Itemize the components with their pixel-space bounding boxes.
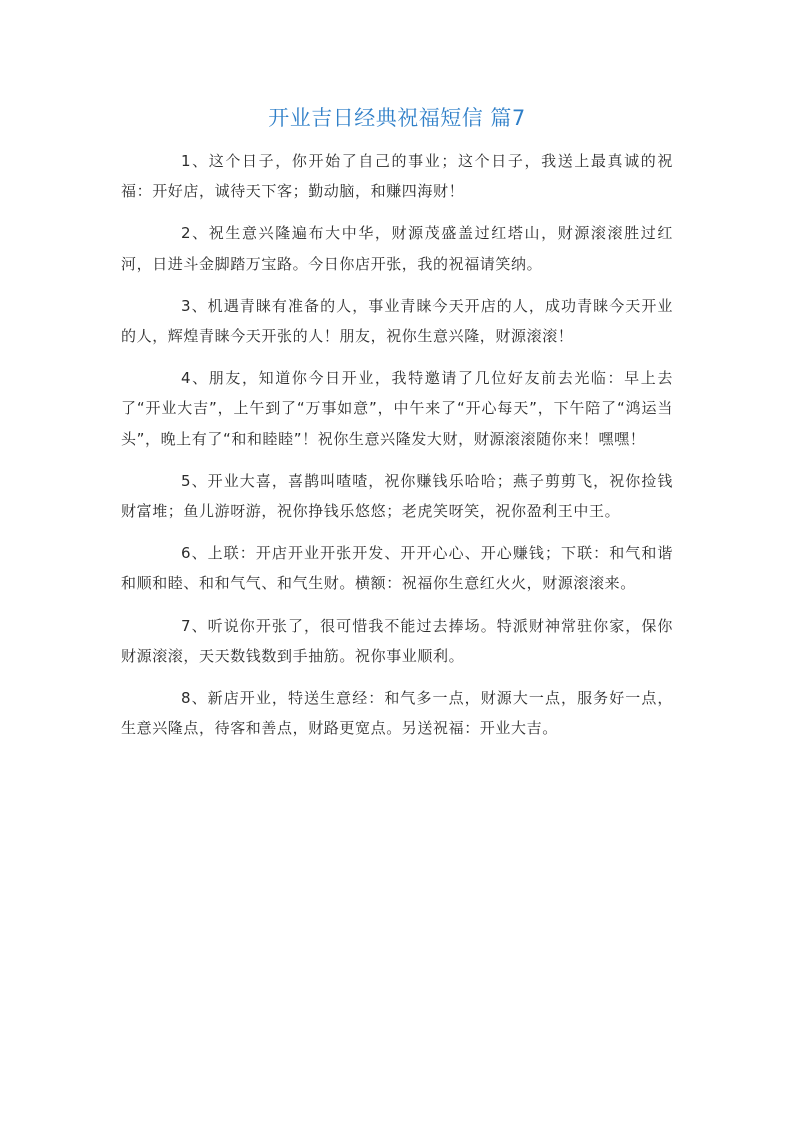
- paragraph-7: 7、听说你开张了，很可惜我不能过去捧场。特派财神常驻你家，保你财源滚滚，天天数钱数到手抽筋。祝你事业顺利。: [121, 616, 673, 665]
- document-body: [121, 146, 673, 755]
- paragraph-1: 1、这个日子，你开始了自己的事业；这个日子，我送上最真诚的祝福：开好店，诚待天下客；勤动脑，和赚四海财！: [121, 152, 673, 201]
- paragraph-4: 4、朋友，知道你今日开业，我特邀请了几位好友前去光临：早上去了“开业大吉”，上午到了“万事如意”，中午来了“开心每天”，下午陪了“鸿运当头”，晚上有了“和和睦睦”！祝你生意兴隆发大财，财源滚滚随你来！嘿嘿！: [121, 369, 673, 448]
- paragraph-2: 2、祝生意兴隆遍布大中华，财源茂盛盖过红塔山，财源滚滚胜过红河，日进斗金脚踏万宝路。今日你店开张，我的祝福请笑纳。: [121, 224, 673, 273]
- paragraph-3: 3、机遇青睐有准备的人，事业青睐今天开店的人，成功青睐今天开业的人，辉煌青睐今天开张的人！朋友，祝你生意兴隆，财源滚滚！: [121, 296, 673, 346]
- document-title: 开业吉日经典祝福短信 篇7: [268, 106, 526, 130]
- paragraph-6: 6、上联：开店开业开张开发、开开心心、开心赚钱；下联：和气和谐和顺和睦、和和气气、和气生财。横额：祝福你生意红火火，财源滚滚来。: [121, 544, 673, 593]
- paragraph-5: 5、开业大喜，喜鹊叫喳喳，祝你赚钱乐哈哈；燕子剪剪飞，祝你捡钱财富堆；鱼儿游呀游，祝你挣钱乐悠悠；老虎笑呀笑，祝你盈利王中王。: [121, 471, 673, 521]
- paragraph-8: 8、新店开业，特送生意经：和气多一点，财源大一点，服务好一点，生意兴隆点，待客和善点，财路更宽点。另送祝福：开业大吉。: [121, 689, 673, 738]
